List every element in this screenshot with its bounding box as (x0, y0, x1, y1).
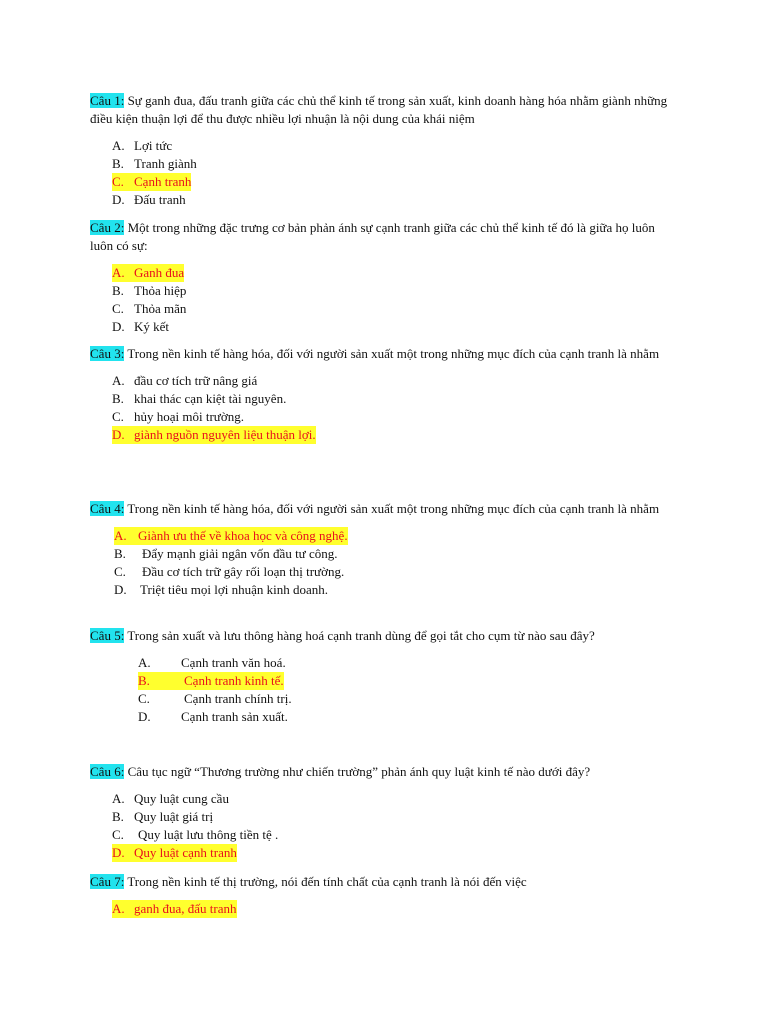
q2-option-c (112, 300, 680, 318)
q4-option-c (114, 563, 680, 581)
option-letter: D. (138, 709, 151, 724)
question-1-body: Sự ganh đua, đấu tranh giữa các chủ thể kinh tế trong sản xuất, kinh doanh hàng hóa nhằm giành những điều kiện thuận lợi để thu được nhiều lợi nhuận là nội dung của khái niệm (90, 93, 668, 126)
q3-option-a (112, 372, 680, 390)
option-text: Triệt tiêu mọi lợi nhuận kinh doanh. (140, 582, 329, 597)
option-letter: B. (112, 391, 124, 406)
option-text: Lợi tức (134, 138, 173, 153)
question-4 (90, 500, 680, 599)
option-text: Ký kết (134, 319, 170, 334)
question-2-options (112, 264, 680, 336)
option-letter: D. (112, 192, 125, 207)
question-5-text (90, 627, 680, 645)
option-text: Ganh đua (134, 265, 185, 280)
option-text: Quy luật giá trị (134, 809, 214, 824)
q1-option-d (112, 191, 680, 209)
option-text: Đấu tranh (134, 192, 186, 207)
option-text: Cạnh tranh sản xuất. (181, 709, 288, 724)
q6-option-a (112, 790, 680, 808)
option-text: ganh đua, đấu tranh (134, 901, 237, 916)
option-letter: D. (112, 319, 125, 334)
option-letter: B. (138, 673, 150, 688)
option-text: Quy luật cạnh tranh (134, 845, 237, 860)
q5-option-c (138, 690, 680, 708)
option-letter: C. (112, 827, 124, 842)
option-letter: D. (114, 582, 127, 597)
option-text: Cạnh tranh chính trị. (184, 691, 292, 706)
question-3-body: Trong nền kinh tế hàng hóa, đối với người sản xuất một trong những mục đích của cạnh tranh là nhằm (124, 346, 660, 361)
option-text: khai thác cạn kiệt tài nguyên. (134, 391, 287, 406)
option-text: Quy luật cung cầu (134, 791, 229, 806)
option-letter: A. (112, 138, 125, 153)
option-letter: D. (112, 845, 125, 860)
option-letter: A. (114, 528, 127, 543)
question-6-label: Câu 6: (90, 764, 125, 779)
question-3 (90, 345, 680, 444)
question-2 (90, 219, 680, 336)
question-6 (90, 763, 680, 862)
question-4-text (90, 500, 680, 518)
question-2-body: Một trong những đặc trưng cơ bản phản ánh sự cạnh tranh giữa các chủ thể kinh tế đó là giữa họ luôn luôn có sự: (90, 220, 655, 253)
option-letter: C. (114, 564, 126, 579)
option-text: Tranh giành (134, 156, 197, 171)
question-1 (90, 92, 680, 209)
q2-option-a-answer (112, 264, 680, 282)
option-text: Cạnh tranh (134, 174, 192, 189)
option-text: đầu cơ tích trữ nâng giá (134, 373, 258, 388)
question-6-options (112, 790, 680, 862)
q1-option-c-answer (112, 173, 680, 191)
option-text: Quy luật lưu thông tiền tệ . (138, 827, 279, 842)
q6-option-c (112, 826, 680, 844)
question-3-label: Câu 3: (90, 346, 125, 361)
q4-option-b (114, 545, 680, 563)
question-5-body: Trong sản xuất và lưu thông hàng hoá cạnh tranh dùng để gọi tắt cho cụm từ nào sau đây? (124, 628, 595, 643)
question-5-options (138, 654, 680, 726)
q6-option-b (112, 808, 680, 826)
question-1-text (90, 92, 680, 128)
question-7 (90, 873, 680, 918)
option-text: Cạnh tranh kinh tế. (184, 673, 284, 688)
option-letter: B. (112, 283, 124, 298)
q5-option-a (138, 654, 680, 672)
question-1-options (112, 137, 680, 209)
option-letter: A. (112, 265, 125, 280)
question-7-body: Trong nền kinh tế thị trường, nói đến tính chất của cạnh tranh là nói đến việc (124, 874, 527, 889)
question-3-options (112, 372, 680, 444)
question-1-label: Câu 1: (90, 93, 125, 108)
q3-option-b (112, 390, 680, 408)
question-7-label: Câu 7: (90, 874, 125, 889)
option-letter: C. (138, 691, 150, 706)
question-3-text (90, 345, 680, 363)
option-text: Cạnh tranh văn hoá. (181, 655, 286, 670)
question-4-body: Trong nền kinh tế hàng hóa, đối với người sản xuất một trong những mục đích của cạnh tranh là nhằm (124, 501, 660, 516)
option-text: Đầu cơ tích trữ gây rối loạn thị trường. (142, 564, 345, 579)
option-letter: A. (112, 791, 125, 806)
question-4-label: Câu 4: (90, 501, 125, 516)
question-7-options (112, 900, 680, 918)
option-letter: A. (138, 655, 151, 670)
question-2-label: Câu 2: (90, 220, 125, 235)
question-6-body: Câu tục ngữ “Thương trường như chiến trường” phản ánh quy luật kinh tế nào dưới đây? (124, 764, 591, 779)
option-letter: B. (114, 546, 126, 561)
question-7-text (90, 873, 680, 891)
question-5-label: Câu 5: (90, 628, 125, 643)
option-text: Giành ưu thế về khoa học và công nghệ. (138, 528, 348, 543)
option-letter: B. (112, 156, 124, 171)
q4-option-a-answer (114, 527, 680, 545)
question-6-text (90, 763, 680, 781)
q3-option-c (112, 408, 680, 426)
option-text: giành nguồn nguyên liệu thuận lợi. (134, 427, 316, 442)
q2-option-d (112, 318, 680, 336)
q7-option-a-answer (112, 900, 680, 918)
option-letter: C. (112, 301, 124, 316)
question-4-options (114, 527, 680, 599)
option-text: Thỏa hiệp (134, 283, 187, 298)
q5-option-b-answer (138, 672, 680, 690)
q3-option-d-answer (112, 426, 680, 444)
q1-option-b (112, 155, 680, 173)
question-5 (90, 627, 680, 726)
option-letter: D. (112, 427, 125, 442)
option-text: Đẩy mạnh giải ngân vốn đầu tư công. (142, 546, 338, 561)
question-2-text (90, 219, 680, 255)
q1-option-a (112, 137, 680, 155)
option-text: Thỏa mãn (134, 301, 187, 316)
option-letter: A. (112, 373, 125, 388)
option-text: hủy hoại môi trường. (134, 409, 244, 424)
option-letter: A. (112, 901, 125, 916)
option-letter: C. (112, 174, 124, 189)
option-letter: C. (112, 409, 124, 424)
q5-option-d (138, 708, 680, 726)
q2-option-b (112, 282, 680, 300)
option-letter: B. (112, 809, 124, 824)
q4-option-d (114, 581, 680, 599)
q6-option-d-answer (112, 844, 680, 862)
